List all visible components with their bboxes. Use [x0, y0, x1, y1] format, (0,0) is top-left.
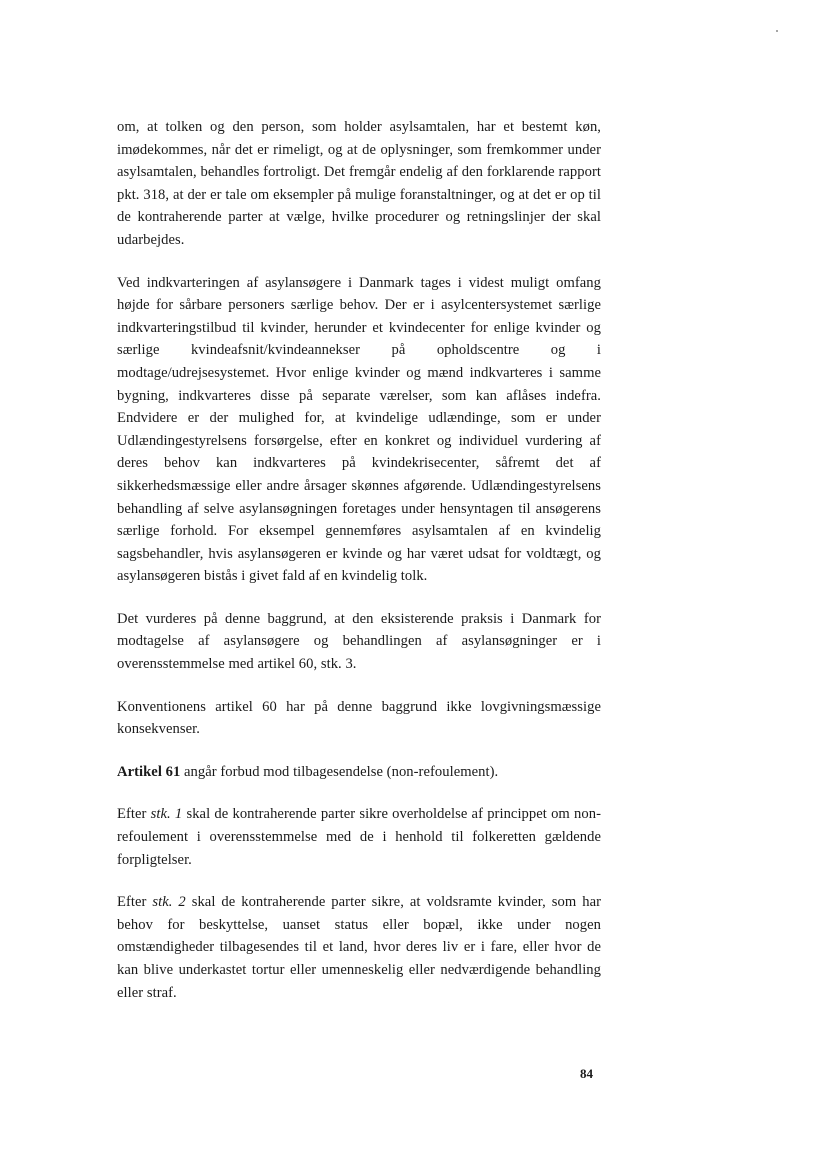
paragraph-7-prefix: Efter: [117, 894, 153, 911]
paragraph-3-text: Det vurderes på denne baggrund, at den eksisterende praksis i Danmark for modtagelse af asylansøgere og behandlingen af asylansøgninger er i overensstemmelse med artikel 60, stk. 3.: [117, 610, 601, 673]
paragraph-4: [117, 696, 601, 741]
page-body: [117, 116, 601, 1024]
paragraph-6-reference: stk. 1: [150, 806, 183, 823]
page-number: 84: [580, 1066, 593, 1081]
paragraph-6-prefix: Efter: [117, 806, 151, 823]
paragraph-7-text: skal de kontraherende parter sikre, at voldsramte kvinder, som har behov for beskyttelse, uanset status eller bopæl, ikke under nogen omstændigheder tilbagesendes til et land, hvor deres liv er i fare, eller hvor de kan blive underkastet tortur eller umenneskelig eller nedværdigende behandling eller straf.: [117, 894, 602, 1001]
paragraph-7-reference: stk. 2: [152, 894, 186, 911]
paragraph-3: [117, 608, 601, 676]
paragraph-4-text: Konventionens artikel 60 har på denne baggrund ikke lovgivningsmæssige konsekvenser.: [117, 698, 601, 738]
paragraph-1-text: om, at tolken og den person, som holder asylsamtalen, har et bestemt køn, imødekommes, når det er rimeligt, og at de oplysninger, som fremkommer under asylsamtalen, behandles fortroligt. Det fremgår endelig af den forklarende rapport pkt. 318, at der er tale om eksempler på mulige foranstaltninger, og at det er op til de kontraherende parter at vælge, hvilke procedurer og retningslinjer der skal udarbejdes.: [117, 119, 601, 248]
paragraph-2-text: Ved indkvarteringen af asylansøgere i Danmark tages i videst muligt omfang højde for sårbare personers særlige behov. Der er i asylcentersystemet særlige indkvarteringstilbud til kvinder, herunder et kvindecenter for enlige kvinder og særlige kvindeafsnit/kvindeannekser på opholdscentre og i modtage/udrejsesystemet. Hvor enlige kvinder og mænd indkvarteres i samme bygning, indkvarteres disse på separate værelser, som kan aflåses indefra. Endvidere er der mulighed for, at kvindelige udlændinge, som er under Udlændingestyrelsens forsørgelse, efter en konkret og individuel vurdering af deres behov kan indkvarteres på kvindekrisecenter, såfremt det af sikkerhedsmæssige eller andre årsager skønnes afgørende. Udlændingestyrelsens behandling af selve asylansøgningen foretages under hensyntagen til ansøgerens særlige forhold. For eksempel gennemføres asylsamtalen af en kvindelig sagsbehandler, hvis asylansøgeren er kvinde og har været udsat for voldtægt, og asylansøgeren bistås i givet fald af en kvindelig tolk.: [117, 274, 601, 585]
paragraph-7: [117, 891, 601, 1004]
paragraph-6: [117, 803, 601, 871]
article-heading: Artikel 61: [117, 763, 181, 780]
paragraph-5-text: angår forbud mod tilbagesendelse (non-refoulement).: [180, 763, 499, 780]
paragraph-5: [117, 761, 601, 784]
scan-speck: [776, 30, 778, 32]
paragraph-6-text: skal de kontraherende parter sikre overholdelse af princippet om non-refoulement i overensstemmelse med de i henhold til folkeretten gældende forpligtelser.: [117, 806, 602, 868]
paragraph-1: [117, 116, 601, 252]
paragraph-2: [117, 272, 601, 588]
